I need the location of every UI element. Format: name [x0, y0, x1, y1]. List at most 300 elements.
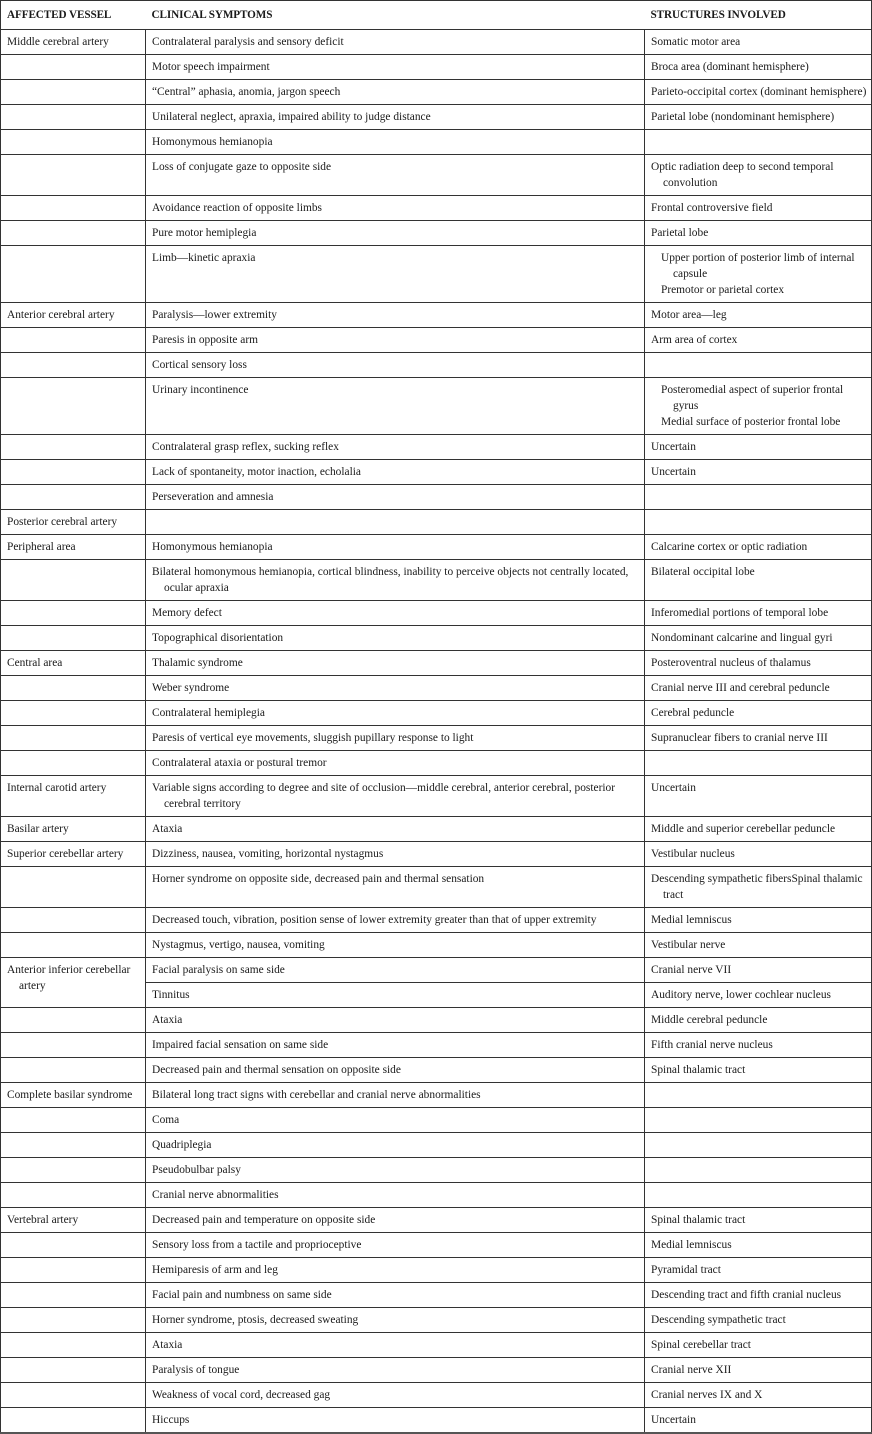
table-row	[1, 1133, 872, 1158]
cell-structures-involved	[645, 221, 872, 246]
structure-text: Uncertain	[651, 441, 696, 453]
structure-text: Spinal thalamic tract	[651, 1064, 746, 1076]
cell-clinical-symptom	[146, 1283, 645, 1308]
cell-structures-involved	[645, 817, 872, 842]
cell-clinical-symptom	[146, 535, 645, 560]
structure-text: Middle and superior cerebellar peduncle	[651, 823, 836, 835]
structure-text: Vestibular nucleus	[651, 848, 735, 860]
cell-clinical-symptom	[146, 1383, 645, 1408]
cell-affected-vessel	[1, 726, 146, 751]
symptom-text: Facial paralysis on same side	[152, 964, 285, 976]
table-row	[1, 196, 872, 221]
cell-structures-involved	[645, 1058, 872, 1083]
cell-structures-involved	[645, 328, 872, 353]
cell-clinical-symptom	[146, 601, 645, 626]
symptom-text: Homonymous hemianopia	[152, 541, 273, 553]
cell-affected-vessel	[1, 626, 146, 651]
table-row	[1, 1033, 872, 1058]
table-row	[1, 246, 872, 303]
cell-affected-vessel	[1, 1208, 146, 1233]
cell-clinical-symptom	[146, 933, 645, 958]
cell-structures-involved	[645, 983, 872, 1008]
symptom-text: Hemiparesis of arm and leg	[152, 1264, 278, 1276]
structure-text: Cranial nerve VII	[651, 964, 732, 976]
table-row	[1, 867, 872, 908]
symptom-text: Perseveration and amnesia	[152, 491, 274, 503]
cell-structures-involved	[645, 651, 872, 676]
vessel-text: Basilar artery	[7, 823, 69, 835]
vessel-text: Complete basilar syndrome	[7, 1089, 133, 1101]
cell-affected-vessel	[1, 510, 146, 535]
symptom-text: Impaired facial sensation on same side	[152, 1039, 329, 1051]
table-row	[1, 353, 872, 378]
table-row	[1, 1258, 872, 1283]
table-row	[1, 105, 872, 130]
cell-affected-vessel	[1, 1108, 146, 1133]
vessel-text: Vertebral artery	[7, 1214, 79, 1226]
symptom-text: Cranial nerve abnormalities	[152, 1189, 279, 1201]
symptom-text: Topographical disorientation	[152, 632, 284, 644]
structure-text: Medial lemniscus	[651, 1239, 732, 1251]
symptom-text: Thalamic syndrome	[152, 657, 243, 669]
cell-clinical-symptom	[146, 246, 645, 303]
cell-clinical-symptom	[146, 1108, 645, 1133]
symptom-text: Contralateral ataxia or postural tremor	[152, 757, 327, 769]
symptom-text: Pseudobulbar palsy	[152, 1164, 241, 1176]
symptom-text: Nystagmus, vertigo, nausea, vomiting	[152, 939, 325, 951]
structure-text: Parieto-occipital cortex (dominant hemisphere)	[651, 86, 867, 98]
table-row	[1, 460, 872, 485]
cell-affected-vessel	[1, 1333, 146, 1358]
structure-text: Uncertain	[651, 1414, 696, 1426]
cell-clinical-symptom	[146, 80, 645, 105]
vessel-text: Anterior inferior cerebellar artery	[7, 964, 131, 992]
symptom-text: Contralateral hemiplegia	[152, 707, 265, 719]
symptom-text: Loss of conjugate gaze to opposite side	[152, 161, 332, 173]
cell-clinical-symptom	[146, 1233, 645, 1258]
symptom-text: Decreased pain and thermal sensation on opposite side	[152, 1064, 401, 1076]
cell-structures-involved	[645, 1358, 872, 1383]
table-row	[1, 1058, 872, 1083]
cell-clinical-symptom	[146, 1033, 645, 1058]
cell-structures-involved	[645, 155, 872, 196]
table-row	[1, 1308, 872, 1333]
structure-text: Auditory nerve, lower cochlear nucleus	[651, 989, 831, 1001]
cell-clinical-symptom	[146, 776, 645, 817]
cell-structures-involved	[645, 776, 872, 817]
table-row	[1, 560, 872, 601]
symptom-text: Paresis in opposite arm	[152, 334, 258, 346]
cell-affected-vessel	[1, 1008, 146, 1033]
cell-structures-involved	[645, 196, 872, 221]
cell-structures-involved	[645, 933, 872, 958]
symptom-text: Pure motor hemiplegia	[152, 227, 257, 239]
vessel-text: Middle cerebral artery	[7, 36, 109, 48]
cell-structures-involved	[645, 908, 872, 933]
table-row	[1, 726, 872, 751]
cell-structures-involved	[645, 1033, 872, 1058]
structure-text: Parietal lobe (nondominant hemisphere)	[651, 111, 835, 123]
cell-structures-involved	[645, 353, 872, 378]
cell-structures-involved	[645, 378, 872, 435]
cell-clinical-symptom	[146, 676, 645, 701]
cell-structures-involved	[645, 1133, 872, 1158]
cell-affected-vessel	[1, 908, 146, 933]
cell-affected-vessel	[1, 1058, 146, 1083]
cell-structures-involved	[645, 751, 872, 776]
cell-clinical-symptom	[146, 817, 645, 842]
cell-clinical-symptom	[146, 726, 645, 751]
cell-affected-vessel	[1, 246, 146, 303]
cell-clinical-symptom	[146, 1133, 645, 1158]
cell-affected-vessel	[1, 1133, 146, 1158]
table-row	[1, 817, 872, 842]
table-row	[1, 55, 872, 80]
cell-structures-involved	[645, 626, 872, 651]
vessel-text: Peripheral area	[7, 541, 76, 553]
symptom-text: Bilateral long tract signs with cerebellar and cranial nerve abnormalities	[152, 1089, 481, 1101]
structure-text: Posteroventral nucleus of thalamus	[651, 657, 811, 669]
table-row	[1, 485, 872, 510]
structure-text: Vestibular nerve	[651, 939, 726, 951]
cell-clinical-symptom	[146, 626, 645, 651]
structure-text: Cerebral peduncle	[651, 707, 735, 719]
symptom-text: Quadriplegia	[152, 1139, 212, 1151]
vessel-text: Posterior cerebral artery	[7, 516, 118, 528]
symptom-text: Horner syndrome on opposite side, decreased pain and thermal sensation	[152, 873, 485, 885]
table-row	[1, 1283, 872, 1308]
cell-structures-involved	[645, 1083, 872, 1108]
cell-structures-involved	[645, 130, 872, 155]
cell-clinical-symptom	[146, 510, 645, 535]
symptom-text: Ataxia	[152, 1014, 183, 1026]
table-row	[1, 80, 872, 105]
structure-text: Somatic motor area	[651, 36, 741, 48]
cell-affected-vessel	[1, 485, 146, 510]
table-row	[1, 510, 872, 535]
symptom-text: Unilateral neglect, apraxia, impaired ability to judge distance	[152, 111, 431, 123]
cell-structures-involved	[645, 303, 872, 328]
table-row	[1, 651, 872, 676]
cell-structures-involved	[645, 1208, 872, 1233]
structure-text: Premotor or parietal cortex	[661, 284, 785, 296]
table-row	[1, 626, 872, 651]
cell-structures-involved	[645, 1158, 872, 1183]
cell-clinical-symptom	[146, 1008, 645, 1033]
structure-text: Descending sympathetic fibersSpinal thalamic tract	[651, 873, 863, 901]
cell-affected-vessel	[1, 130, 146, 155]
cell-affected-vessel	[1, 155, 146, 196]
header-clinical-symptoms: CLINICAL SYMPTOMS	[146, 1, 645, 30]
cell-structures-involved	[645, 30, 872, 55]
table-row	[1, 1408, 872, 1434]
structure-text: Medial lemniscus	[651, 914, 732, 926]
symptom-text: Cortical sensory loss	[152, 359, 247, 371]
table-row	[1, 676, 872, 701]
header-affected-vessel: AFFECTED VESSEL	[1, 1, 146, 30]
symptom-text: Decreased pain and temperature on opposite side	[152, 1214, 376, 1226]
cell-structures-involved	[645, 842, 872, 867]
cell-clinical-symptom	[146, 983, 645, 1008]
cell-structures-involved	[645, 560, 872, 601]
cell-structures-involved	[645, 535, 872, 560]
vessel-text: Anterior cerebral artery	[7, 309, 115, 321]
cell-affected-vessel	[1, 676, 146, 701]
structure-text: Fifth cranial nerve nucleus	[651, 1039, 773, 1051]
cell-affected-vessel	[1, 105, 146, 130]
cell-affected-vessel	[1, 55, 146, 80]
table-row	[1, 1158, 872, 1183]
cell-affected-vessel	[1, 1033, 146, 1058]
vessel-text: Central area	[7, 657, 63, 669]
cell-clinical-symptom	[146, 460, 645, 485]
symptom-text: Limb—kinetic apraxia	[152, 252, 256, 264]
cell-clinical-symptom	[146, 1183, 645, 1208]
table-row	[1, 1108, 872, 1133]
cell-structures-involved	[645, 1183, 872, 1208]
structure-text: Descending sympathetic tract	[651, 1314, 786, 1326]
cell-structures-involved	[645, 958, 872, 983]
cell-clinical-symptom	[146, 701, 645, 726]
symptom-text: Paralysis of tongue	[152, 1364, 240, 1376]
cell-structures-involved	[645, 1383, 872, 1408]
table-row	[1, 221, 872, 246]
structure-text: Uncertain	[651, 782, 696, 794]
symptom-text: Facial pain and numbness on same side	[152, 1289, 332, 1301]
symptom-text: Paralysis—lower extremity	[152, 309, 277, 321]
cell-clinical-symptom	[146, 867, 645, 908]
cell-affected-vessel	[1, 958, 146, 1008]
cell-structures-involved	[645, 435, 872, 460]
symptom-text: Contralateral paralysis and sensory deficit	[152, 36, 344, 48]
cell-clinical-symptom	[146, 353, 645, 378]
cell-structures-involved	[645, 460, 872, 485]
table-row	[1, 1333, 872, 1358]
cell-clinical-symptom	[146, 435, 645, 460]
cell-structures-involved	[645, 80, 872, 105]
cell-clinical-symptom	[146, 105, 645, 130]
symptom-text: Homonymous hemianopia	[152, 136, 273, 148]
table-row	[1, 1008, 872, 1033]
table-header	[1, 1, 872, 30]
cell-structures-involved	[645, 246, 872, 303]
cell-affected-vessel	[1, 776, 146, 817]
cell-affected-vessel	[1, 353, 146, 378]
table-row	[1, 1208, 872, 1233]
symptom-text: Variable signs according to degree and site of occlusion—middle cerebral, anterior cerebral, posterior cerebral territory	[152, 782, 616, 810]
symptom-text: Sensory loss from a tactile and proprioceptive	[152, 1239, 362, 1251]
structure-text: Parietal lobe	[651, 227, 709, 239]
table-row	[1, 30, 872, 55]
cell-clinical-symptom	[146, 155, 645, 196]
cell-affected-vessel	[1, 328, 146, 353]
cell-structures-involved	[645, 726, 872, 751]
table-body	[1, 30, 872, 1434]
structure-text: Inferomedial portions of temporal lobe	[651, 607, 829, 619]
cell-structures-involved	[645, 867, 872, 908]
symptom-text: Motor speech impairment	[152, 61, 270, 73]
structure-text: Cranial nerve III and cerebral peduncle	[651, 682, 830, 694]
structure-text: Cranial nerve XII	[651, 1364, 732, 1376]
table-row	[1, 701, 872, 726]
table-row	[1, 933, 872, 958]
cell-affected-vessel	[1, 378, 146, 435]
vessel-text: Internal carotid artery	[7, 782, 107, 794]
symptom-text: Memory defect	[152, 607, 222, 619]
table-row	[1, 535, 872, 560]
cell-clinical-symptom	[146, 651, 645, 676]
symptom-text: Lack of spontaneity, motor inaction, echolalia	[152, 466, 361, 478]
table-row	[1, 328, 872, 353]
structure-text: Uncertain	[651, 466, 696, 478]
structure-text: Middle cerebral peduncle	[651, 1014, 768, 1026]
cell-clinical-symptom	[146, 55, 645, 80]
structure-text: Medial surface of posterior frontal lobe	[661, 416, 841, 428]
structure-text: Spinal cerebellar tract	[651, 1339, 751, 1351]
structure-text: Optic radiation deep to second temporal convolution	[651, 161, 834, 189]
cell-structures-involved	[645, 1233, 872, 1258]
table-row	[1, 378, 872, 435]
cell-affected-vessel	[1, 1183, 146, 1208]
table-row	[1, 601, 872, 626]
table-row	[1, 751, 872, 776]
structure-text: Bilateral occipital lobe	[651, 566, 755, 578]
cell-affected-vessel	[1, 601, 146, 626]
cell-affected-vessel	[1, 560, 146, 601]
cell-clinical-symptom	[146, 1308, 645, 1333]
structure-text: Cranial nerves IX and X	[651, 1389, 763, 1401]
table-row	[1, 303, 872, 328]
cell-affected-vessel	[1, 460, 146, 485]
structure-text: Frontal controversive field	[651, 202, 773, 214]
symptom-text: Weber syndrome	[152, 682, 230, 694]
symptom-text: Ataxia	[152, 823, 183, 835]
cell-affected-vessel	[1, 1158, 146, 1183]
table-row	[1, 1358, 872, 1383]
cell-affected-vessel	[1, 701, 146, 726]
structure-text: Upper portion of posterior limb of internal capsule	[661, 252, 855, 280]
cell-clinical-symptom	[146, 485, 645, 510]
cell-structures-involved	[645, 105, 872, 130]
cell-clinical-symptom	[146, 1208, 645, 1233]
cell-affected-vessel	[1, 1383, 146, 1408]
cell-structures-involved	[645, 701, 872, 726]
table-row	[1, 908, 872, 933]
structure-text: Supranuclear fibers to cranial nerve III	[651, 732, 828, 744]
table-row	[1, 435, 872, 460]
symptom-text: Weakness of vocal cord, decreased gag	[152, 1389, 331, 1401]
cell-affected-vessel	[1, 303, 146, 328]
vessel-text: Superior cerebellar artery	[7, 848, 124, 860]
header-row	[1, 1, 872, 30]
cell-structures-involved	[645, 1308, 872, 1333]
structure-text: Motor area—leg	[651, 309, 727, 321]
structure-text: Arm area of cortex	[651, 334, 738, 346]
cell-clinical-symptom	[146, 1358, 645, 1383]
header-structures-involved: STRUCTURES INVOLVED	[645, 1, 872, 30]
cell-clinical-symptom	[146, 378, 645, 435]
cell-structures-involved	[645, 1108, 872, 1133]
cell-structures-involved	[645, 676, 872, 701]
cell-affected-vessel	[1, 1408, 146, 1434]
cell-structures-involved	[645, 55, 872, 80]
cell-clinical-symptom	[146, 958, 645, 983]
cell-affected-vessel	[1, 1233, 146, 1258]
symptom-text: Contralateral grasp reflex, sucking reflex	[152, 441, 339, 453]
cell-clinical-symptom	[146, 30, 645, 55]
structure-text: Broca area (dominant hemisphere)	[651, 61, 809, 73]
cell-clinical-symptom	[146, 130, 645, 155]
cell-affected-vessel	[1, 196, 146, 221]
cell-clinical-symptom	[146, 1158, 645, 1183]
cell-clinical-symptom	[146, 1258, 645, 1283]
symptom-text: Bilateral homonymous hemianopia, cortical blindness, inability to perceive objects not centrally located, ocular apraxia	[152, 566, 629, 594]
symptom-text: Urinary incontinence	[152, 384, 249, 396]
cell-structures-involved	[645, 485, 872, 510]
structure-text: Descending tract and fifth cranial nucleus	[651, 1289, 842, 1301]
cell-affected-vessel	[1, 80, 146, 105]
cell-clinical-symptom	[146, 908, 645, 933]
cell-affected-vessel	[1, 1258, 146, 1283]
cell-affected-vessel	[1, 933, 146, 958]
table-row	[1, 155, 872, 196]
structure-text: Pyramidal tract	[651, 1264, 721, 1276]
structure-text: Posteromedial aspect of superior frontal gyrus	[661, 384, 844, 412]
cell-clinical-symptom	[146, 328, 645, 353]
symptom-text: Decreased touch, vibration, position sense of lower extremity greater than that of upper extremity	[152, 914, 597, 926]
symptom-text: Coma	[152, 1114, 180, 1126]
cell-clinical-symptom	[146, 221, 645, 246]
cell-structures-involved	[645, 510, 872, 535]
table-row	[1, 842, 872, 867]
cell-affected-vessel	[1, 867, 146, 908]
cell-structures-involved	[645, 1333, 872, 1358]
cell-structures-involved	[645, 601, 872, 626]
symptom-text: Hiccups	[152, 1414, 190, 1426]
cell-clinical-symptom	[146, 751, 645, 776]
table-row	[1, 1383, 872, 1408]
cell-structures-involved	[645, 1283, 872, 1308]
cell-clinical-symptom	[146, 560, 645, 601]
symptom-text: Avoidance reaction of opposite limbs	[152, 202, 322, 214]
cell-clinical-symptom	[146, 1083, 645, 1108]
cell-structures-involved	[645, 1258, 872, 1283]
cell-clinical-symptom	[146, 1408, 645, 1434]
cell-clinical-symptom	[146, 842, 645, 867]
cell-affected-vessel	[1, 221, 146, 246]
cell-clinical-symptom	[146, 196, 645, 221]
cell-affected-vessel	[1, 751, 146, 776]
symptom-text: Paresis of vertical eye movements, sluggish pupillary response to light	[152, 732, 474, 744]
symptom-text: “Central” aphasia, anomia, jargon speech	[152, 86, 341, 98]
cell-structures-involved	[645, 1008, 872, 1033]
table-row	[1, 776, 872, 817]
cell-affected-vessel	[1, 651, 146, 676]
cell-affected-vessel	[1, 842, 146, 867]
structure-text: Nondominant calcarine and lingual gyri	[651, 632, 833, 644]
symptom-text: Tinnitus	[152, 989, 190, 1001]
table-row	[1, 958, 872, 983]
symptom-text: Horner syndrome, ptosis, decreased sweating	[152, 1314, 359, 1326]
cell-affected-vessel	[1, 435, 146, 460]
cell-clinical-symptom	[146, 1058, 645, 1083]
table-row	[1, 1083, 872, 1108]
cell-affected-vessel	[1, 30, 146, 55]
cell-affected-vessel	[1, 535, 146, 560]
symptom-text: Dizziness, nausea, vomiting, horizontal nystagmus	[152, 848, 384, 860]
symptom-text: Ataxia	[152, 1339, 183, 1351]
cell-affected-vessel	[1, 1283, 146, 1308]
